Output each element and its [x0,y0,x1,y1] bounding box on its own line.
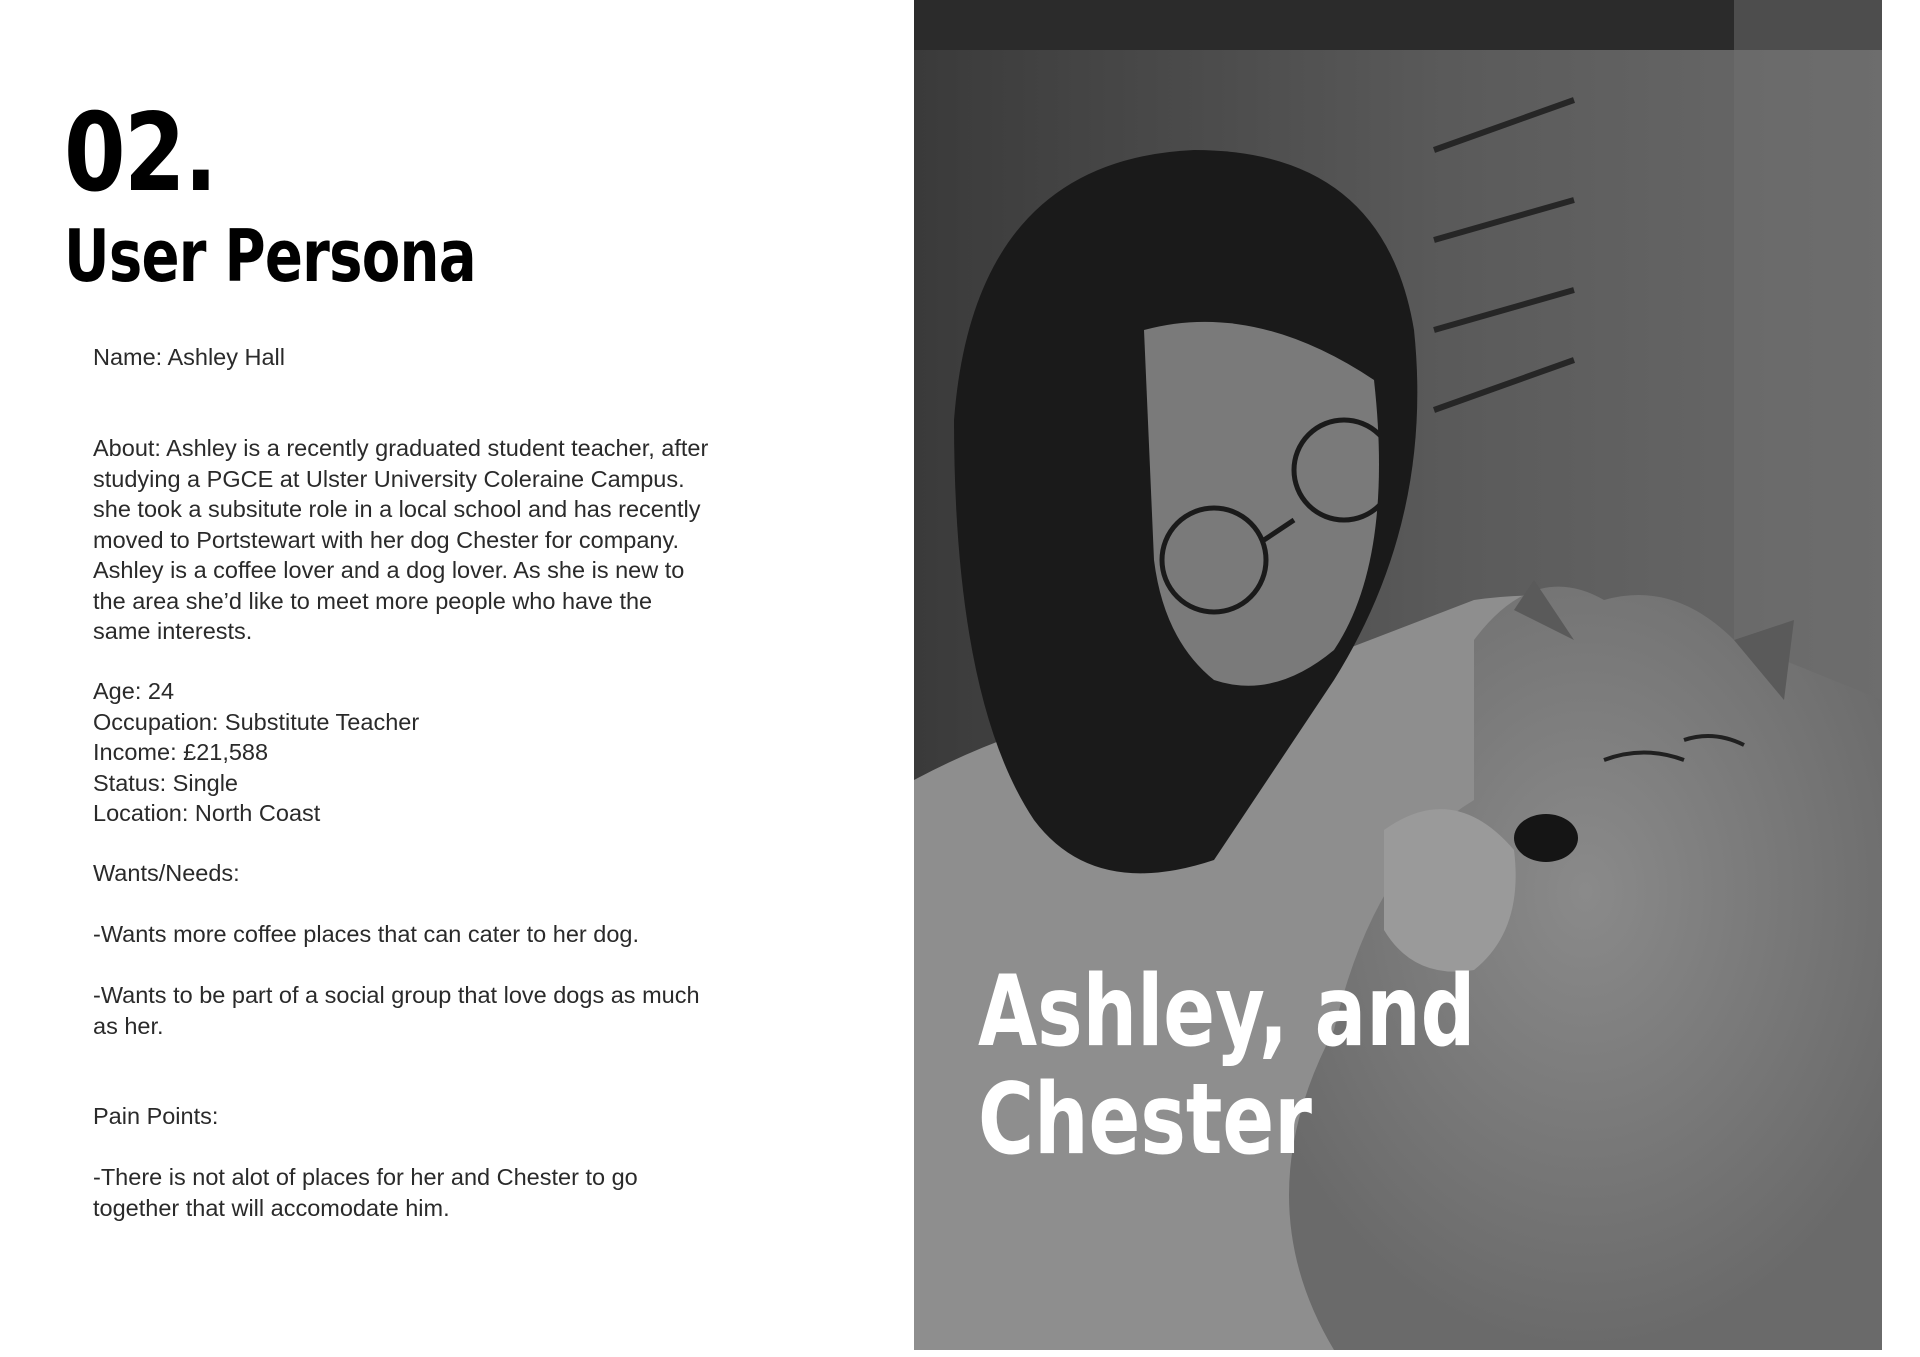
want-line: as her. [93,1012,164,1039]
about-line: she took a subsitute role in a local school and has recently [93,496,701,522]
persona-name: Name: Ashley Hall [93,344,285,370]
about-line: Ashley is a coffee lover and a dog lover. As she is new to [93,557,685,583]
about-line: studying a PGCE at Ulster University Coleraine Campus. [93,465,685,492]
persona-facts [93,676,733,829]
caption-line: Ashley, and [978,955,1476,1069]
fact-income: Income: £21,588 [93,739,269,765]
wants-heading: Wants/Needs: [93,860,240,886]
fact-status: Status: Single [93,769,239,796]
photo-caption [978,955,1476,1177]
about-line: same interests. [93,618,253,644]
caption-line: Chester [978,1063,1312,1177]
want-item: -Wants more coffee places that can cater to her dog. [93,921,640,947]
persona-photo [914,0,1882,1350]
about-line: moved to Portstewart with her dog Chester for company. [93,526,680,553]
pain-points-heading: Pain Points: [93,1103,219,1129]
pain-line: -There is not alot of places for her and Chester to go [93,1164,638,1190]
pain-point-item [93,1162,733,1223]
about-line: About: Ashley is a recently graduated student teacher, after [93,435,709,461]
page-title: User Persona [64,214,476,298]
fact-age: Age: 24 [93,678,175,704]
section-number: 02. [64,91,216,216]
persona-about [93,433,733,647]
fact-location: Location: North Coast [93,800,321,826]
pain-line: together that will accomodate him. [93,1194,450,1221]
want-line: -Wants to be part of a social group that love dogs as much [93,982,700,1008]
persona-text-panel [0,0,910,1357]
fact-occupation: Occupation: Substitute Teacher [93,708,420,735]
want-item [93,980,733,1041]
about-line: the area she’d like to meet more people who have the [93,587,653,614]
